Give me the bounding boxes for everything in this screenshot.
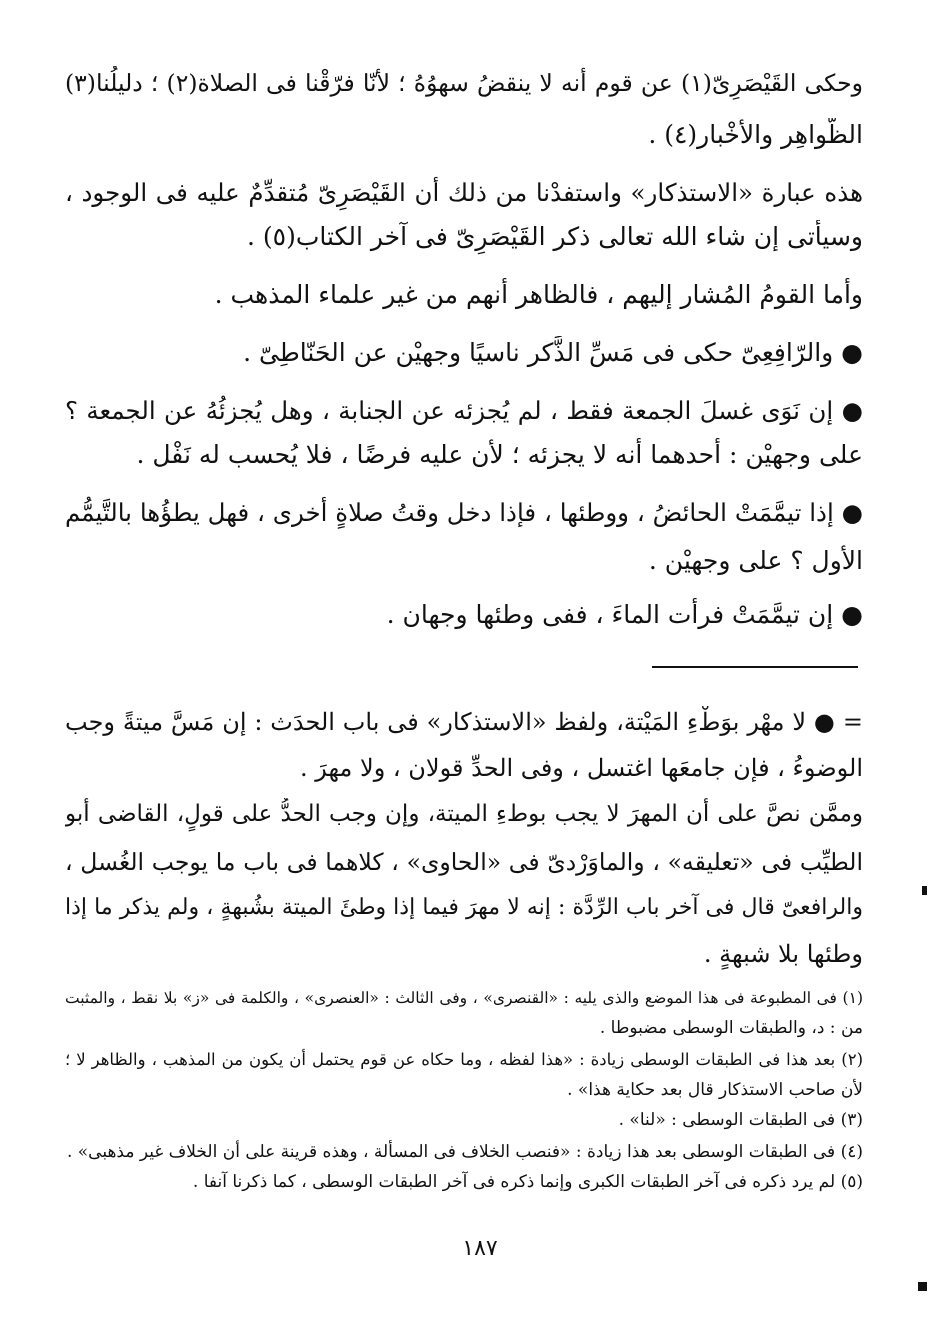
continuation-line: والرافعىّ قال فى آخر باب الرِّدَّة : إنه لا مهرَ فيما إذا وطئَ الميتة بشُبهةٍ ، ولم يذكر ما إذا	[65, 895, 863, 920]
footnote-line: (٢) بعد هذا فى الطبقات الوسطى زيادة : «هذا لفظه ، وما حكاه عن قوم يحتمل أن يكون من المذهب ، والظاهر لا ؛	[65, 1050, 863, 1069]
footnote-line: (٤) فى الطبقات الوسطى بعد هذا زيادة : «فنصب الخلاف فى المسألة ، وهذه قرينة على أن الخلاف غير مذهبى» .	[66, 1142, 863, 1162]
main-text-line: وحكى القَيْصَرِىّ(١) عن قوم أنه لا ينقضُ سهوُهُ ؛ لأنّا فرّقْنا فى الصلاة(٢) ؛ دليلُنا(٣)	[65, 69, 863, 97]
continuation-line: الوضوءُ ، فإن جامعَها اغتسل ، وفى الحدِّ قولان ، ولا مهرَ .	[299, 754, 863, 782]
footnote-line: (٥) لم يرد ذكره فى آخر الطبقات الكبرى وإنما ذكره فى آخر الطبقات الوسطى ، كما ذكرنا آنفا .	[192, 1172, 863, 1192]
main-text-line: ● إن نَوَى غسلَ الجمعة فقط ، لم يُجزئه عن الجنابة ، وهل يُجزئُهُ عن الجمعة ؟	[65, 396, 863, 425]
footnote-line: (٣) فى الطبقات الوسطى : «لنا» .	[618, 1110, 863, 1130]
footnote-line: (١) فى المطبوعة فى هذا الموضع والذى يليه : «القنصرى» ، وفى الثالث : «العنصرى» ، والكلمة فى «ز» بلا نقط ، والمثبت	[65, 989, 863, 1007]
main-text-line: وأما القومُ المُشار إليهم ، فالظاهر أنهم من غير علماء المذهب .	[214, 280, 863, 309]
continuation-line: وممَّن نصَّ على أن المهرَ لا يجب بوطءِ الميتة، وإن وجب الحدُّ على قولٍ، القاضى أبو	[65, 801, 863, 827]
main-text-line: على وجهيْن : أحدهما أنه لا يجزئه ؛ لأن عليه فرضًا ، فلا يُحسب له نَفْل .	[136, 440, 863, 469]
continuation-line: وطئها بلا شبهةٍ .	[703, 940, 863, 968]
scan-speck	[918, 1282, 927, 1291]
page-number: ١٨٧	[462, 1236, 498, 1261]
footnote-separator	[652, 666, 858, 668]
main-text-line: ● إن تيمَّمَتْ فرأت الماءَ ، ففى وطئها وجهان .	[386, 600, 863, 629]
continuation-line: = ● لا مهْر بوَطْءِ المَيْتة، ولفظ «الاستذكار» فى باب الحدَث : إن مَسَّ ميتةً وجب	[65, 708, 863, 736]
main-text-line: ● والرّافِعِىّ حكى فى مَسِّ الذَّكر ناسيًا وجهيْن عن الحَنّاطِىّ .	[243, 338, 863, 367]
scan-speck	[922, 886, 927, 895]
continuation-line: الطيِّب فى «تعليقه» ، والماوَرْدىّ فى «الحاوى» ، كلاهما فى باب ما يوجب الغُسل ،	[65, 848, 863, 876]
main-text-line: الظَّواهِر والأَخْبار(٤) .	[648, 120, 863, 149]
main-text-line: الأول ؟ على وجهيْن .	[648, 546, 863, 575]
footnote-line: من : د، والطبقات الوسطى مضبوطا .	[599, 1018, 863, 1038]
main-text-line: هذه عبارة «الاستذكار» واستفدْنا من ذلك أن القَيْصَرِىّ مُتقدِّمٌ عليه فى الوجود ،	[65, 178, 863, 207]
main-text-line: وسيأتى إن شاء الله تعالى ذكر القَيْصَرِىّ فى آخر الكتاب(٥) .	[247, 222, 863, 251]
footnote-line: لأن صاحب الاستذكار قال بعد حكاية هذا» .	[567, 1080, 863, 1100]
main-text-line: ● إذا تيمَّمَتْ الحائضُ ، ووطئها ، فإذا دخل وقتُ صلاةٍ أخرى ، فهل يطؤُها بالتَّيمُّم	[65, 498, 863, 527]
